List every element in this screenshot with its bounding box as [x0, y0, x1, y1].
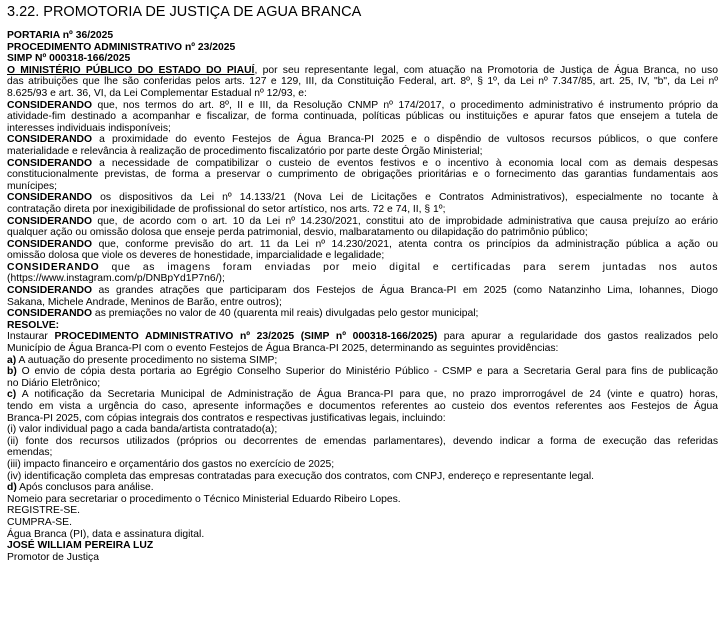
considerando-paragraph: CONSIDERANDO que, nos termos do art. 8º, II e III, da Resolução CNMP nº 174/2017, o procedimento administrativo é instrumento próprio da atividade-fim destinado a acompanhar e fiscalizar, de forma continuada, políticas públicas ou instituições e apurar fatos que ensejem a tutela de interesses individuais indisponíveis;	[7, 99, 718, 134]
simp-number: SIMP Nº 000318-166/2025	[7, 53, 131, 65]
cumpra-se: CUMPRA-SE.	[7, 516, 72, 528]
section-title: 3.22. PROMOTORIA DE JUSTIÇA DE AGUA BRANCA	[7, 4, 362, 20]
procedimento-number: PROCEDIMENTO ADMINISTRATIVO nº 23/2025	[7, 41, 236, 53]
providencia-item: a) A autuação do presente procedimento no sistema SIMP;	[7, 354, 278, 366]
intro-line-1: O MINISTÉRIO PÚBLICO DO ESTADO DO PIAUÍ, por seu representante legal, com atuação na Promotoria de Justiça de Água Branca, no uso	[7, 64, 718, 76]
instaurar-line-2: Município de Água Branca-PI com o evento Festejos de Água Branca-PI 2025, determinando as seguintes providências:	[7, 343, 559, 355]
location-date: Água Branca (PI), data e assinatura digital.	[7, 528, 205, 540]
subitem-continuation: emendas;	[7, 447, 53, 459]
considerando-keyword: CONSIDERANDO	[7, 99, 93, 111]
considerando-paragraph: CONSIDERANDO as premiações no valor de 40 (quarenta mil reais) divulgadas pelo gestor municipal;	[7, 308, 479, 320]
considerando-keyword: CONSIDERANDO	[7, 157, 93, 169]
intro-line-3: 8.625/93 e art. 36, VI, da Lei Complementar Estadual nº 12/93, e:	[7, 87, 307, 99]
registre-se: REGISTRE-SE.	[7, 505, 80, 517]
resolve-label: RESOLVE:	[7, 319, 60, 331]
providencia-item: b) O envio de cópia desta portaria ao Egrégio Conselho Superior do Ministério Público - CSMP e para a Secretaria Geral para fins de publicação no Diário Eletrônico;	[7, 366, 718, 389]
instaurar-line-1: Instaurar PROCEDIMENTO ADMINISTRATIVO nº 23/2025 (SIMP nº 000318-166/2025) para apurar a regularidade dos gastos realizados pelo	[7, 331, 718, 343]
providencia-item: d) Após conclusos para análise.	[7, 482, 154, 494]
signer-name: JOSÉ WILLIAM PEREIRA LUZ	[7, 540, 154, 552]
considerando-keyword: CONSIDERANDO	[7, 192, 93, 204]
considerando-paragraph: CONSIDERANDO que, conforme previsão do art. 11 da Lei nº 14.230/2021, atenta contra os princípios da administração pública a ação ou omissão dolosa que viole os deveres de honestidade, imparcialidade e legalidade;	[7, 238, 718, 262]
procedimento-reference: PROCEDIMENTO ADMINISTRATIVO nº 23/2025 (SIMP nº 000318-166/2025)	[54, 331, 438, 343]
considerando-paragraph: CONSIDERANDO que as imagens foram enviadas por meio digital e certificadas para serem juntadas nos autos (https://www.instagram.com/p/DNBpYd1P7n6/);	[7, 261, 718, 285]
considerando-keyword: CONSIDERANDO	[7, 134, 93, 146]
considerando-paragraph: CONSIDERANDO a proximidade do evento Festejos de Água Branca-PI 2025 e o dispêndio de vultosos recursos públicos, o que confere materialidade e relevância à realização de procedimento fiscalizatório por parte deste Órgão Ministerial;	[7, 134, 718, 157]
subitem: (iii) impacto financeiro e orçamentário dos gastos no exercício de 2025;	[7, 458, 335, 470]
subitem: (iv) identificação completa das empresas contratadas para execução dos contratos, com CNPJ, endereço e representante legal.	[7, 470, 595, 482]
portaria-number: PORTARIA nº 36/2025	[7, 30, 114, 41]
considerando-keyword: CONSIDERANDO	[7, 285, 93, 297]
considerando-keyword: CONSIDERANDO	[7, 261, 100, 273]
signer-role: Promotor de Justiça	[7, 551, 99, 563]
considerando-paragraph: CONSIDERANDO as grandes atrações que participaram dos Festejos de Água Branca-PI em 2025 (como Natanzinho Lima, Iohannes, Diogo Sakana, Michele Andrade, Meninos de Barão, entre outros);	[7, 285, 718, 308]
considerando-keyword: CONSIDERANDO	[7, 215, 93, 227]
item-letter: a)	[7, 354, 17, 366]
nomeio-line: Nomeio para secretariar o procedimento o Técnico Ministerial Eduardo Ribeiro Lopes.	[7, 493, 401, 505]
considerando-keyword: CONSIDERANDO	[7, 238, 93, 250]
item-letter: d)	[7, 482, 17, 494]
intro-line-2: das atribuições que lhe são conferidas pelos arts. 127 e 129, III, da Constituição Federal, art. 8º, § 1º, da Lei nº 7.347/85, art. 25, IV, "b", da Lei nº	[7, 76, 718, 88]
org-name: O MINISTÉRIO PÚBLICO DO ESTADO DO PIAUÍ	[7, 64, 255, 76]
considerando-paragraph: CONSIDERANDO os dispositivos da Lei nº 14.133/21 (Nova Lei de Licitações e Contratos Administrativos), especialmente no tocante à contratação direta por inexigibilidade de profissional do setor artístico, nos arts. 72 e 74, II, § 1º;	[7, 192, 718, 215]
subitem: (i) valor individual pago a cada banda/artista contratado(a);	[7, 424, 278, 436]
providencia-item: c) A notificação da Secretaria Municipal de Administração de Água Branca-PI para que, no prazo improrrogável de 24 (vinte e quatro) horas, tendo em vista a urgência do caso, apresente informações e documentos referentes ao custeio dos eventos referentes aos Festejos de Água Branca-PI 2025, com cópias integrais dos contratos e respectivas justificativas legais, incluindo:	[7, 389, 718, 424]
considerando-keyword: CONSIDERANDO	[7, 308, 93, 320]
document-body	[7, 30, 718, 563]
instagram-link: (https://www.instagram.com/p/DNBpYd1P7n6/);	[7, 273, 225, 285]
subitem: (ii) fonte dos recursos utilizados (próprios ou decorrentes de emendas parlamentares), devendo indicar a forma de execução das referidas	[7, 435, 718, 447]
considerando-paragraph: CONSIDERANDO a necessidade de compatibilizar o custeio de eventos festivos e o incentivo à economia local com as demais despesas constitucionalmente previstas, de forma a preservar o cumprimento de obrigações prioritárias e o fornecimento das garantias fundamentais aos munícipes;	[7, 157, 718, 192]
considerando-paragraph: CONSIDERANDO que, de acordo com o art. 10 da Lei nº 14.230/2021, constitui ato de improbidade administrativa que causa prejuízo ao erário qualquer ação ou omissão dolosa que enseje perda patrimonial, desvio, malbaratamento ou dilapidação do patrimônio público;	[7, 215, 718, 239]
item-letter: b)	[7, 366, 17, 378]
item-letter: c)	[7, 389, 17, 401]
